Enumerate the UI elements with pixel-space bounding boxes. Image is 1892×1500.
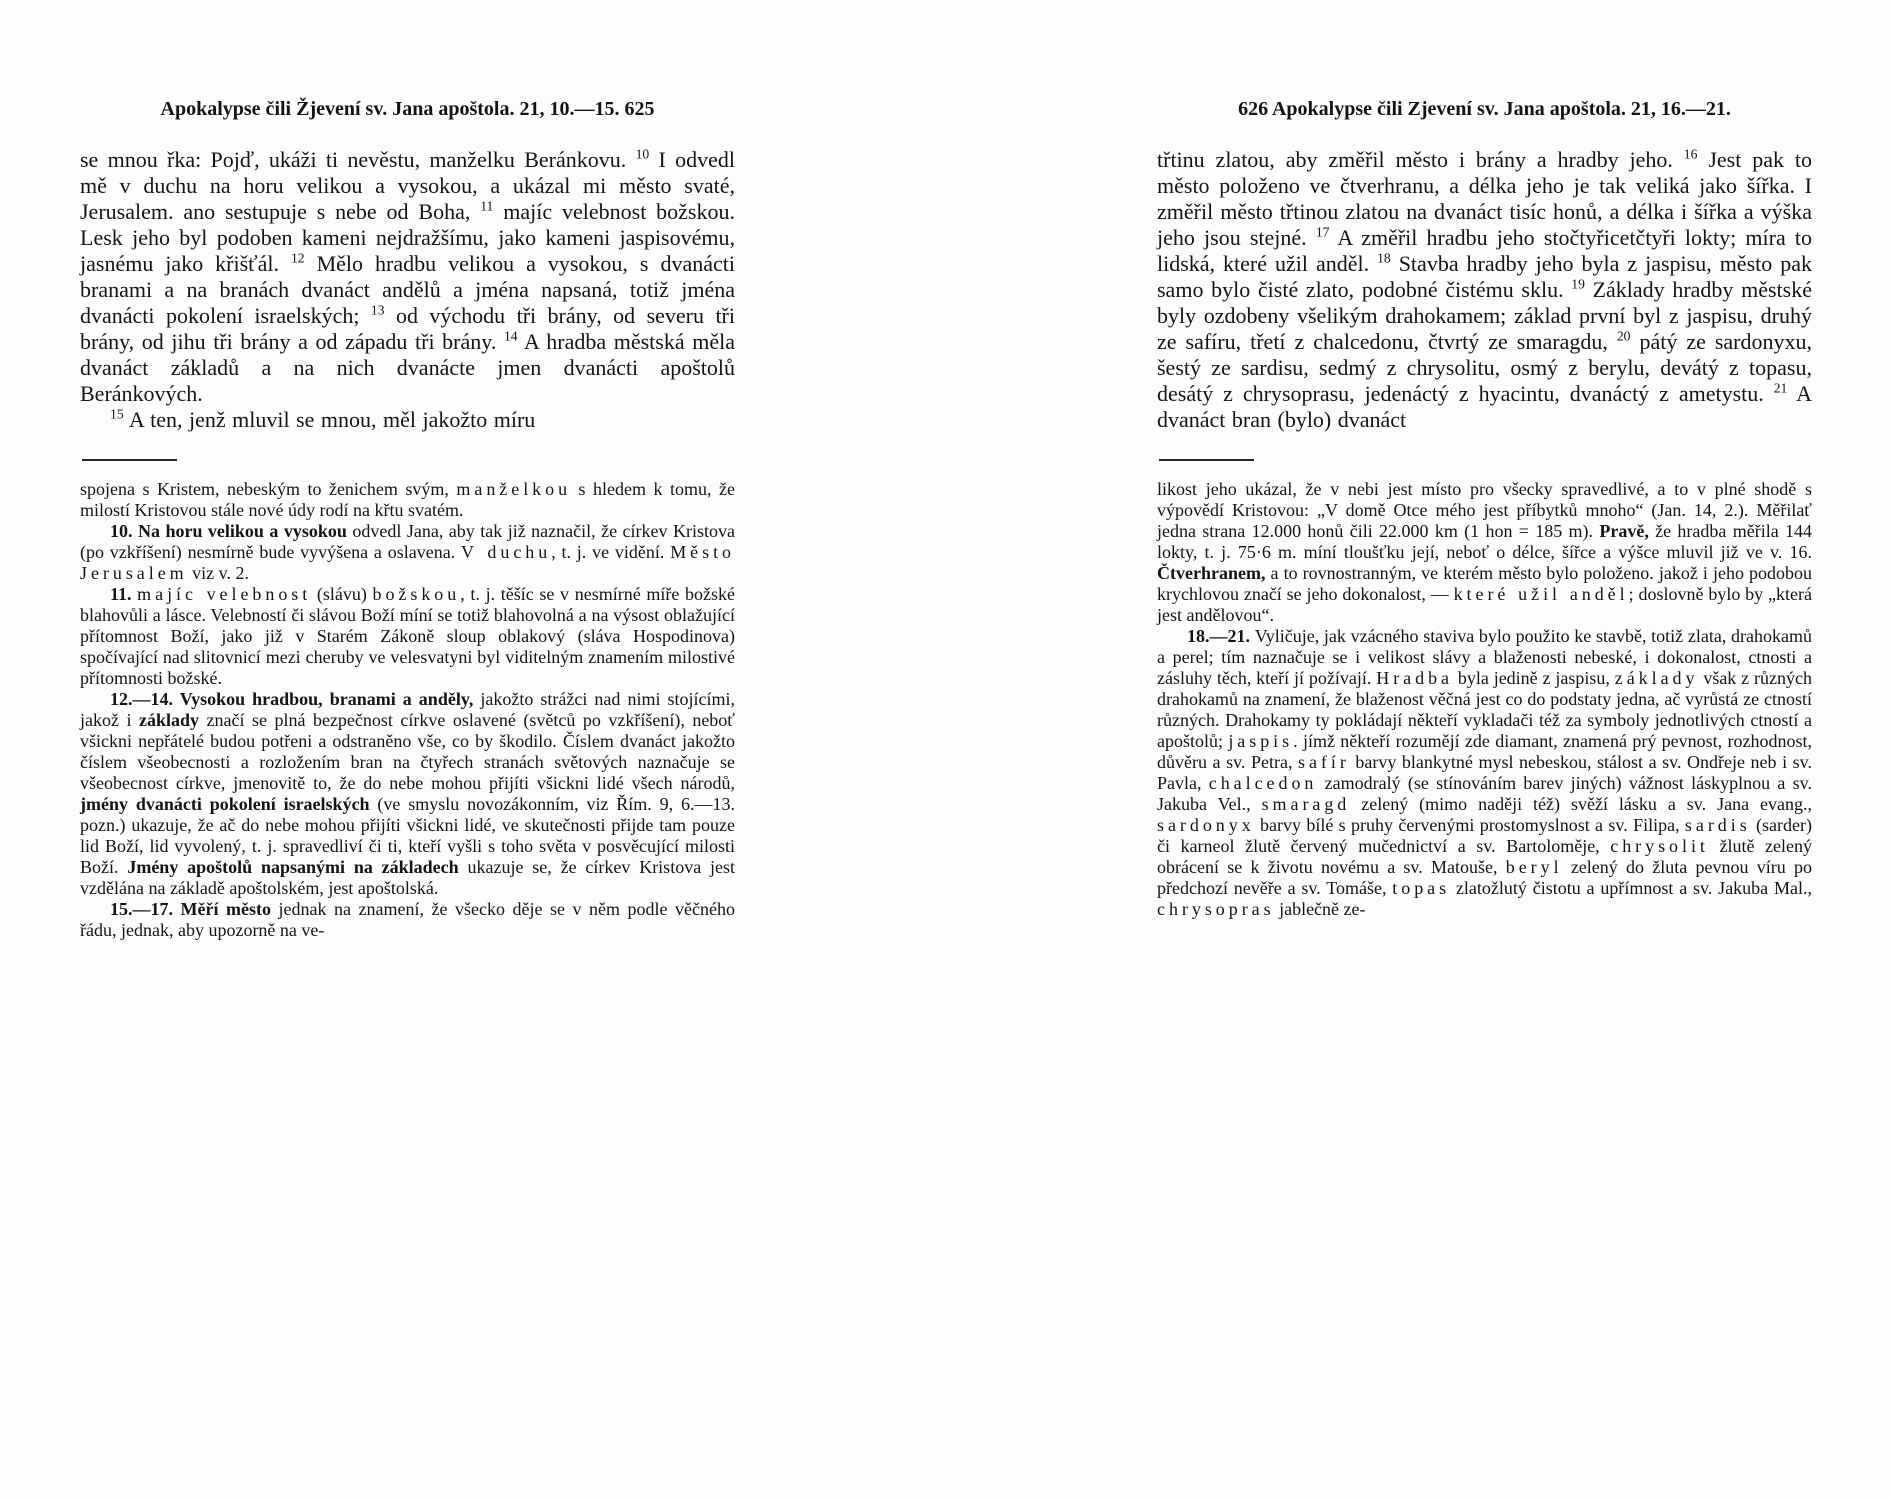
text-segment: barvy bílé s pruhy červenými prostomyslnost a sv. Filipa,: [1254, 815, 1685, 835]
paragraph: [80, 479, 735, 521]
text-segment: chalcedon: [1208, 773, 1318, 793]
text-segment: Jest pak to město položeno ve čtverhranu, a délka jeho je tak veliká jako šířka. I změřil město třtinou zlatou na dvanáct tisíc honů, a délka i šířka a výška jeho jsou stejné.: [1157, 147, 1812, 250]
paragraph: [80, 584, 735, 689]
text-segment: manželkou: [456, 479, 572, 499]
text-segment: od východu tři brány, od severu tři brány, od jihu tři brány a od západu tři brány.: [80, 303, 735, 354]
text-segment: chrysolit: [1610, 836, 1709, 856]
text-segment: Hradba: [1376, 668, 1453, 688]
text-segment: Stavba hradby jeho byla z jaspisu, město pak samo bylo čisté zlato, podobné čistému sklu.: [1157, 251, 1812, 302]
verse-number: 12: [290, 250, 305, 266]
page-header-right: 626 Apokalypse čili Zjevení sv. Jana apoštola. 21, 16.—21.: [1238, 98, 1731, 120]
verse-number: 18: [1377, 250, 1391, 266]
page-right: [1157, 98, 1812, 1460]
text-segment: A hradba městská měla dvanáct základů a na nich dvanácte jmen dvanácti apoštolů Beránkových.: [80, 329, 735, 406]
text-segment: beryl: [1505, 857, 1563, 877]
page-left: [80, 98, 735, 1460]
verse-number: 17: [1315, 224, 1330, 240]
verse-number: 16: [1683, 146, 1698, 162]
verse-number: 19: [1571, 276, 1585, 292]
text-segment: zamodralý (se stínováním barev jiných) vážnost láskyplnou a sv. Jakuba Vel.,: [1157, 773, 1812, 814]
paragraph: [1157, 147, 1812, 433]
paragraph: [80, 899, 735, 941]
paragraph: [80, 407, 735, 433]
verse-number: 20: [1616, 328, 1631, 344]
commentary-notes-right: [1157, 479, 1812, 920]
text-segment: , t. j. ve vidění.: [551, 542, 671, 562]
text-segment: jakožto strážci nad nimi stojícími, jakož i: [80, 689, 735, 730]
text-segment: Čtverhranem,: [1157, 563, 1266, 583]
verse-number: 21: [1773, 380, 1788, 396]
text-segment: Pravě,: [1599, 521, 1649, 541]
text-segment: které užil anděl: [1453, 584, 1629, 604]
text-segment: 18.—21.: [1187, 626, 1255, 646]
text-segment: majíc velebnost: [137, 584, 312, 604]
text-segment: A dvanáct bran (bylo) dvanáct: [1157, 381, 1812, 432]
text-segment: Město Jerusalem: [80, 542, 735, 583]
paragraph: [80, 521, 735, 584]
text-segment: 12.—14. Vysokou hradbou, branami a anděly,: [110, 689, 474, 709]
text-segment: základy: [1614, 668, 1699, 688]
text-segment: A změřil hradbu jeho stočtyřicetčtyři lokty; míra to lidská, které užil anděl.: [1157, 225, 1812, 276]
scripture-text-left: [80, 147, 735, 433]
text-segment: ; doslovně bylo by „která jest andělovou“.: [1157, 584, 1812, 625]
paragraph: [1157, 479, 1812, 626]
text-segment: se mnou řka: Pojď, ukáži ti nevěstu, manželku Beránkovu.: [80, 147, 636, 172]
text-segment: Vyličuje, jak vzácného staviva bylo použito ke stavbě, totiž zlata, drahokamů a perel; tím naznačuje se i velikost slávy a blaženosti nebeské, i dokonalost, ctnosti a zásluhy těch, kteří jí požívají.: [1157, 626, 1812, 688]
footnote-separator-right: [1159, 459, 1254, 461]
text-segment: (sarder) či karneol žlutě červený mučednictví a sv. Bartoloměje,: [1157, 815, 1812, 856]
text-segment: (slávu): [311, 584, 373, 604]
text-segment: ukazuje se, že církev Kristova jest vzdělána na základě apoštolském, jest apoštolská.: [80, 857, 735, 898]
text-segment: a to rovnostranným, ve kterém město bylo položeno. jakož i jeho podobou krychlovou značí se jeho dokonalost, —: [1157, 563, 1812, 604]
verse-number: 10: [635, 146, 650, 162]
verse-number: 15: [110, 406, 124, 422]
text-segment: značí se plná bezpečnost církve oslavené (světců po vzkříšení), neboť všickni nepřátelé budou potřeni a odstraněno vše, co by škodilo. Číslem dvanáct jakožto číslem všeobecnosti a rozložením bran na čtyřech stranách světových naznačuje se všeobecnost církve, jmenovitě to, že do nebe mohou přijíti všickni lidé všech národů,: [80, 710, 735, 793]
text-segment: Jmény apoštolů napsanými na základech: [127, 857, 459, 877]
scripture-text-right: [1157, 147, 1812, 433]
text-segment: chrysopras: [1157, 899, 1275, 919]
footnote-separator-left: [82, 459, 177, 461]
text-segment: safír: [1298, 752, 1350, 772]
paragraph: [80, 147, 735, 407]
text-segment: však z různých drahokamů na znamení, že blaženost věčná jest co do podstaty jedna, ač vyrůstá ze ctností různých. Drahokamy ty pokládají někteří vykladači též za symboly jednotlivých ctností a apoštolů;: [1157, 668, 1812, 751]
text-segment: 10. Na horu velikou a vysokou: [110, 521, 347, 541]
text-segment: zelený do žluta pevnou víru po předchozí nevěře a sv. Tomáše,: [1157, 857, 1812, 898]
text-segment: . jímž někteří rozumějí zde diamant, znamená prý pevnost, rozhodnost, důvěru a sv. Petra,: [1157, 731, 1812, 772]
verse-number: 13: [370, 302, 385, 318]
text-segment: spojena s Kristem, nebeským to ženichem svým,: [80, 479, 457, 499]
text-segment: likost jeho ukázal, že v nebi jest místo pro všecky spravedlivé, a to v plné shodě s výpovědí Kristovou: „V domě Otce mého jest příbytků mnoho“ (Jan. 14, 2.). Měřilať jedna strana 12.000 honů čili 22.000 km (1 hon = 185 m).: [1157, 479, 1812, 541]
paragraph: [1157, 626, 1812, 920]
verse-number: 11: [480, 198, 494, 214]
commentary-notes-left: [80, 479, 735, 941]
text-segment: že hradba měřila 144 lokty, t. j. 75·6 m. míní tloušťku její, neboť o délce, šířce a výšce mluvil již ve v. 16.: [1157, 521, 1813, 562]
text-segment: základy: [138, 710, 199, 730]
page-header-left: Apokalypse čili Žjevení sv. Jana apoštola. 21, 10.—15. 625: [160, 98, 655, 120]
text-segment: smaragd: [1261, 794, 1351, 814]
text-segment: s hledem k tomu, že milostí Kristovou stále nové údy rodí na křtu svatém.: [80, 479, 735, 520]
text-segment: V duchu: [461, 542, 552, 562]
text-segment: majíc velebnost božskou. Lesk jeho byl podoben kameni nejdražšímu, jako kameni jaspisovému, jasnému jako křišťál.: [80, 199, 735, 276]
text-segment: třtinu zlatou, aby změřil město i brány a hradby jeho.: [1157, 147, 1684, 172]
text-segment: jmény dvanácti pokolení israelských: [80, 794, 370, 814]
text-segment: 11.: [110, 584, 138, 604]
text-segment: (ve smyslu novozákonním, viz Řím. 9, 6.—13. pozn.) ukazuje, že ač do nebe mohou přijíti všickni lidé, ve skutečnosti přijde tam pouze lid Boží, lid vyvolený, t. j. spravedliví či ti, kteří vyšli s toho světa v posvěcující milosti Boží.: [80, 794, 735, 877]
text-segment: jablečně ze-: [1274, 899, 1366, 919]
text-segment: 15.—17. Měří město: [110, 899, 271, 919]
text-segment: A ten, jenž mluvil se mnou, měl jakožto míru: [123, 407, 536, 432]
text-segment: žlutě zelený obrácení se k životu novému a sv. Matouše,: [1157, 836, 1812, 877]
text-segment: , t. j. těšíc se v nesmírné míře božské blahovůli a lásce. Velebností či slávou Boží míní se totiž blahovolná a na výsost oblažující přítomnost Boží, jako již v Starém Zákoně sloup oblakový (sláva Hospodinova) spočívající nad slitovnicí mezi cheruby ve velesvatyni byl viditelným znamením milostivé přítomnosti božské.: [80, 584, 735, 688]
text-segment: sardis: [1684, 815, 1751, 835]
text-segment: odvedl Jana, aby tak již naznačil, že církev Kristova (po vzkříšení) nesmírně bude vyvýšena a oslavena.: [80, 521, 735, 562]
text-segment: zlatožlutý čistotu a upřímnost a sv. Jakuba Mal.,: [1450, 878, 1812, 898]
paragraph: [80, 689, 735, 899]
text-segment: zelený (mimo naději též) svěží lásku a sv. Jana evang.,: [1350, 794, 1812, 814]
text-segment: byla jedině z jaspisu,: [1452, 668, 1615, 688]
text-segment: jaspis: [1228, 731, 1294, 751]
text-segment: Mělo hradbu velikou a vysokou, s dvanácti branami a na branách dvanáct andělů a jména napsaná, totiž jména dvanácti pokolení israelských;: [80, 251, 735, 328]
text-segment: I odvedl mě v duchu na horu velikou a vysokou, a ukázal mi město svaté, Jerusalem. ano sestupuje s nebe od Boha,: [80, 147, 735, 224]
text-segment: jednak na znamení, že všecko děje se v něm podle věčného řádu, jednak, aby upozorně na ve-: [80, 899, 736, 940]
text-segment: sardonyx: [1157, 815, 1255, 835]
text-segment: Základy hradby městské byly ozdobeny všelikým drahokamem; základ první byl z jaspisu, druhý ze safíru, třetí z chalcedonu, čtvrtý ze smaragdu,: [1157, 277, 1812, 354]
text-segment: božskou: [372, 584, 461, 604]
text-segment: pátý ze sardonyxu, šestý ze sardisu, sedmý z chrysolitu, osmý z berylu, devátý z topasu, desátý z chrysoprasu, jedenáctý z hyacintu, dvanáctý z ametystu.: [1157, 329, 1812, 406]
text-segment: barvy blankytné mysl nebeskou, stálost a sv. Ondřeje neb i sv. Pavla,: [1157, 752, 1812, 793]
text-segment: topas: [1392, 878, 1451, 898]
verse-number: 14: [503, 328, 518, 344]
text-segment: viz v. 2.: [187, 563, 249, 583]
